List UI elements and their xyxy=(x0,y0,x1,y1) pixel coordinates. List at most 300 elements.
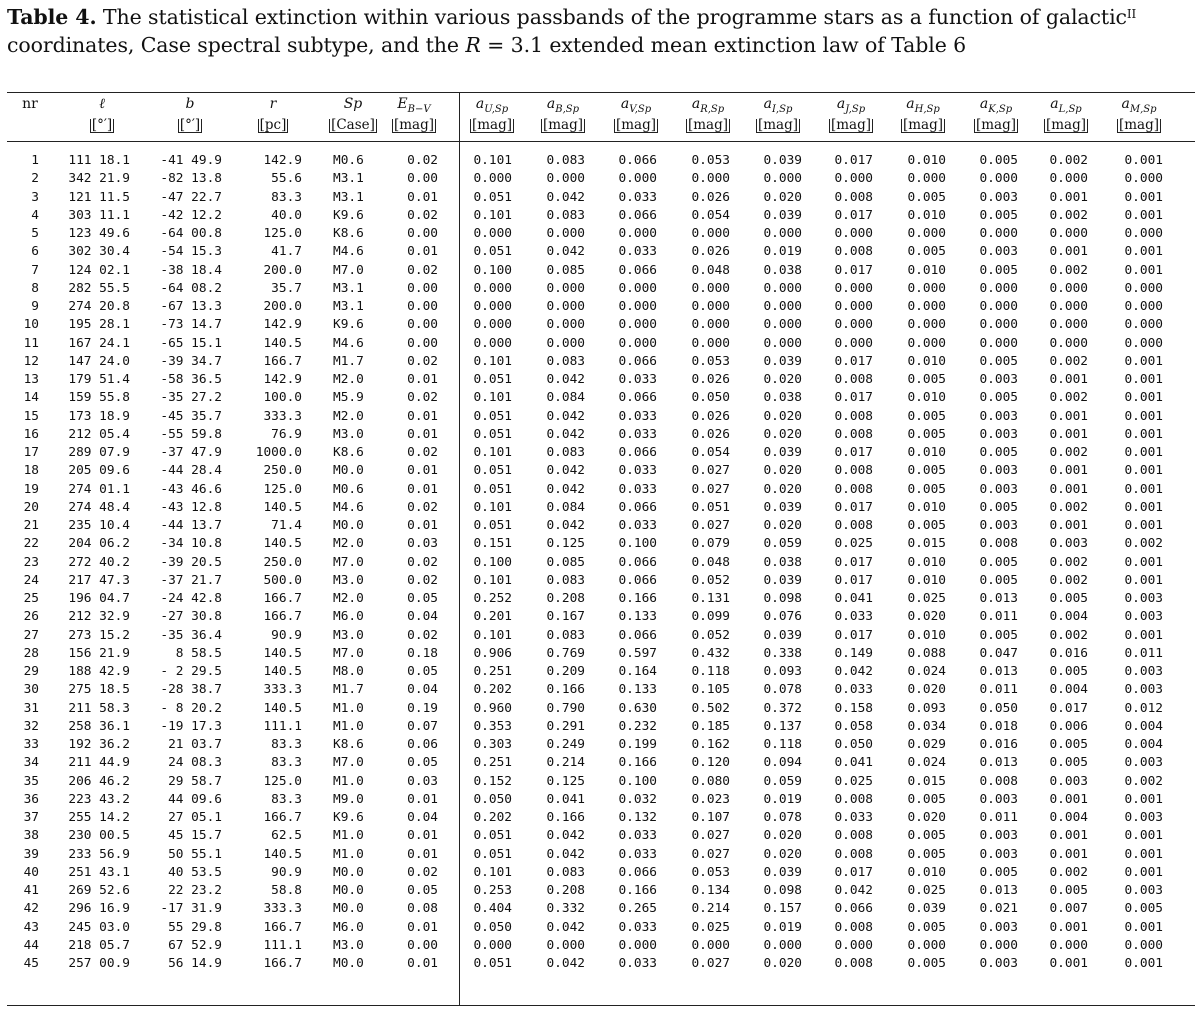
column-header-aL xyxy=(1026,96,1106,115)
table-cell: 0.166 xyxy=(546,682,585,698)
table-cell: 0.131 xyxy=(691,591,730,606)
column-header-aB xyxy=(523,96,603,115)
table-cell: -44 13.7 xyxy=(160,518,222,533)
table-cell: 40.0 xyxy=(271,207,302,223)
table-cell: -17 31.9 xyxy=(160,901,222,917)
table-cell: 0.001 xyxy=(1124,846,1163,862)
table-label: Table 4. xyxy=(7,5,97,29)
table-cell: 0.050 xyxy=(691,390,730,406)
table-cell: 0.020 xyxy=(763,463,802,479)
unit-text: [mag] xyxy=(471,117,513,133)
row-number: 33 xyxy=(23,737,39,752)
unit-text: [°′] xyxy=(91,117,113,133)
table-cell: 142.9 xyxy=(263,372,302,387)
table-cell: 0.02 xyxy=(407,262,438,278)
table-cell: 0.015 xyxy=(907,773,946,789)
table-cell: 0.033 xyxy=(618,956,657,971)
column-subscript: K,Sp xyxy=(988,104,1013,115)
row-number: 20 xyxy=(23,499,39,515)
table-cell: 0.166 xyxy=(618,591,657,606)
table-cell: 0.004 xyxy=(1124,718,1163,734)
table-cell: 255 14.2 xyxy=(68,810,130,825)
table-cell: 67 52.9 xyxy=(168,937,222,953)
table-cell: 0.008 xyxy=(834,481,873,497)
table-cell: 0.000 xyxy=(834,937,873,953)
table-cell: 0.001 xyxy=(1049,463,1088,479)
table-cell: 0.039 xyxy=(763,864,802,880)
table-cell: 0.024 xyxy=(907,664,946,679)
table-cell: 0.093 xyxy=(763,664,802,679)
table-cell: 0.005 xyxy=(907,846,946,862)
table-cell: 0.098 xyxy=(763,591,802,606)
table-cell: 0.033 xyxy=(618,919,657,935)
table-cell: 0.291 xyxy=(546,718,585,734)
table-cell: 0.100 xyxy=(473,554,512,570)
table-cell: 83.3 xyxy=(271,791,302,807)
table-cell: 274 01.1 xyxy=(68,481,130,497)
table-cell: 90.9 xyxy=(271,627,302,643)
table-cell: 0.003 xyxy=(1124,682,1163,698)
table-cell: 140.5 xyxy=(263,499,302,515)
table-cell: 0.051 xyxy=(473,408,512,424)
column-unit xyxy=(1099,117,1179,133)
table-cell: 0.166 xyxy=(618,755,657,771)
table-cell: 0.000 xyxy=(546,226,585,241)
table-cell: 166.7 xyxy=(263,956,302,971)
table-cell: 0.016 xyxy=(1049,645,1088,661)
table-cell: M2.0 xyxy=(333,591,364,606)
table-cell: 0.010 xyxy=(907,499,946,515)
table-cell: 0.003 xyxy=(979,481,1018,497)
table-cell: 0.000 xyxy=(691,226,730,241)
table-cell: 0.000 xyxy=(546,171,585,187)
table-cell: 140.5 xyxy=(263,645,302,661)
table-cell: -37 21.7 xyxy=(160,572,222,588)
table-cell: 0.19 xyxy=(407,700,438,716)
table-cell: 0.023 xyxy=(691,791,730,807)
table-cell: 0.033 xyxy=(618,426,657,442)
table-cell: 0.002 xyxy=(1049,864,1088,880)
table-cell: 0.404 xyxy=(473,901,512,917)
table-cell: 0.017 xyxy=(834,207,873,223)
table-cell: 0.002 xyxy=(1049,262,1088,278)
table-cell: 0.125 xyxy=(546,536,585,552)
table-cell: 0.050 xyxy=(834,737,873,752)
table-cell: 0.066 xyxy=(618,572,657,588)
table-cell: M0.0 xyxy=(333,864,364,880)
table-cell: 0.015 xyxy=(907,536,946,552)
column-header-nr xyxy=(0,96,70,112)
row-number: 41 xyxy=(23,883,39,898)
table-cell: 0.02 xyxy=(407,864,438,880)
table-cell: 0.000 xyxy=(546,317,585,333)
table-cell: 0.003 xyxy=(979,372,1018,387)
table-cell: 235 10.4 xyxy=(68,518,130,533)
table-cell: 0.003 xyxy=(979,846,1018,862)
table-cell: 0.001 xyxy=(1124,390,1163,406)
table-cell: 0.066 xyxy=(618,153,657,168)
table-cell: 0.000 xyxy=(618,317,657,333)
table-cell: 0.003 xyxy=(979,518,1018,533)
table-cell: 217 47.3 xyxy=(68,572,130,588)
table-cell: 0.003 xyxy=(1124,591,1163,606)
table-bottom-rule xyxy=(7,1005,1195,1006)
table-cell: 0.066 xyxy=(618,262,657,278)
row-number: 4 xyxy=(31,207,39,223)
table-cell: 0.042 xyxy=(546,846,585,862)
table-cell: M0.0 xyxy=(333,956,364,971)
table-cell: 233 56.9 xyxy=(68,846,130,862)
table-cell: 0.001 xyxy=(1124,463,1163,479)
row-number: 37 xyxy=(23,810,39,825)
table-cell: 0.010 xyxy=(907,207,946,223)
table-cell: 302 30.4 xyxy=(68,244,130,260)
table-cell: 0.094 xyxy=(763,755,802,771)
table-cell: 0.000 xyxy=(691,317,730,333)
table-cell: 0.008 xyxy=(834,518,873,533)
table-cell: 0.00 xyxy=(407,937,438,953)
table-cell: 0.000 xyxy=(618,335,657,351)
table-cell: 0.008 xyxy=(834,426,873,442)
table-cell: 0.017 xyxy=(834,445,873,460)
table-cell: 0.004 xyxy=(1049,609,1088,625)
table-cell: 0.020 xyxy=(763,426,802,442)
table-cell: 0.025 xyxy=(907,591,946,606)
table-cell: 140.5 xyxy=(263,846,302,862)
table-cell: M1.7 xyxy=(333,353,364,369)
table-cell: 0.059 xyxy=(763,773,802,789)
table-cell: M0.0 xyxy=(333,883,364,898)
table-cell: 0.03 xyxy=(407,773,438,789)
table-cell: 0.253 xyxy=(473,883,512,898)
table-cell: 0.051 xyxy=(473,426,512,442)
table-cell: 0.000 xyxy=(618,299,657,314)
table-cell: 0.003 xyxy=(1124,609,1163,625)
table-cell: 205 09.6 xyxy=(68,463,130,479)
table-cell: -82 13.8 xyxy=(160,171,222,187)
table-cell: 0.088 xyxy=(907,645,946,661)
table-cell: M4.6 xyxy=(333,499,364,515)
table-cell: 0.02 xyxy=(407,390,438,406)
table-cell: 0.017 xyxy=(834,390,873,406)
table-cell: 0.214 xyxy=(546,755,585,771)
table-cell: 212 05.4 xyxy=(68,426,130,442)
table-cell: 0.232 xyxy=(618,718,657,734)
table-cell: K9.6 xyxy=(333,207,364,223)
table-cell: 159 55.8 xyxy=(68,390,130,406)
table-cell: 0.042 xyxy=(834,664,873,679)
table-cell: 0.101 xyxy=(473,207,512,223)
table-cell: 0.02 xyxy=(407,554,438,570)
table-cell: M1.7 xyxy=(333,682,364,698)
table-cell: 0.000 xyxy=(834,317,873,333)
header-bottom-rule xyxy=(7,141,1195,142)
table-cell: 0.047 xyxy=(979,645,1018,661)
table-cell: 0.008 xyxy=(834,244,873,260)
row-number: 30 xyxy=(23,682,39,698)
row-number: 25 xyxy=(23,591,39,606)
table-cell: -43 12.8 xyxy=(160,499,222,515)
table-cell: 0.008 xyxy=(834,189,873,205)
table-cell: 0.005 xyxy=(979,864,1018,880)
table-cell: 0.042 xyxy=(546,463,585,479)
table-cell: 166.7 xyxy=(263,609,302,625)
table-cell: M1.0 xyxy=(333,773,364,789)
table-cell: 0.052 xyxy=(691,572,730,588)
table-cell: 83.3 xyxy=(271,755,302,771)
table-cell: 0.000 xyxy=(979,280,1018,296)
unit-text: [mag] xyxy=(393,117,435,133)
table-cell: K9.6 xyxy=(333,317,364,333)
table-cell: 0.118 xyxy=(763,737,802,752)
column-subscript: M,Sp xyxy=(1129,104,1157,115)
table-cell: 0.027 xyxy=(691,463,730,479)
table-cell: 0.000 xyxy=(1049,317,1088,333)
table-cell: 0.000 xyxy=(1049,171,1088,187)
table-cell: 0.353 xyxy=(473,718,512,734)
table-cell: 0.005 xyxy=(979,572,1018,588)
table-cell: 0.038 xyxy=(763,390,802,406)
table-cell: 0.017 xyxy=(834,864,873,880)
table-cell: 0.008 xyxy=(834,463,873,479)
table-cell: 0.017 xyxy=(834,262,873,278)
table-cell: 0.01 xyxy=(407,919,438,935)
table-cell: 125.0 xyxy=(263,773,302,789)
table-cell: 0.003 xyxy=(1124,755,1163,771)
table-cell: 0.010 xyxy=(907,153,946,168)
column-header-l xyxy=(62,96,142,113)
table-cell: M2.0 xyxy=(333,536,364,552)
table-cell: 0.019 xyxy=(763,244,802,260)
table-cell: 0.003 xyxy=(979,791,1018,807)
table-cell: 500.0 xyxy=(263,572,302,588)
table-cell: 0.005 xyxy=(907,189,946,205)
table-cell: M0.0 xyxy=(333,901,364,917)
table-cell: 282 55.5 xyxy=(68,280,130,296)
table-cell: 0.000 xyxy=(473,335,512,351)
table-cell: M0.6 xyxy=(333,481,364,497)
table-cell: 333.3 xyxy=(263,682,302,698)
table-cell: 0.01 xyxy=(407,956,438,971)
table-cell: 40 53.5 xyxy=(168,864,222,880)
table-cell: 166.7 xyxy=(263,810,302,825)
table-cell: 0.083 xyxy=(546,353,585,369)
table-cell: 0.033 xyxy=(618,846,657,862)
table-cell: -65 15.1 xyxy=(160,335,222,351)
table-cell: 0.050 xyxy=(979,700,1018,716)
table-cell: M4.6 xyxy=(333,244,364,260)
table-cell: 0.042 xyxy=(546,408,585,424)
table-cell: 0.051 xyxy=(473,956,512,971)
table-cell: 0.001 xyxy=(1124,353,1163,369)
table-cell: 0.100 xyxy=(618,773,657,789)
table-cell: 0.042 xyxy=(546,189,585,205)
column-symbol: a xyxy=(546,96,556,112)
table-cell: 0.000 xyxy=(763,299,802,314)
table-cell: 0.053 xyxy=(691,153,730,168)
table-cell: 0.033 xyxy=(834,609,873,625)
table-cell: 0.01 xyxy=(407,372,438,387)
table-cell: -47 22.7 xyxy=(160,189,222,205)
table-cell: 0.051 xyxy=(473,189,512,205)
table-cell: 0.008 xyxy=(834,828,873,844)
table-cell: 0.208 xyxy=(546,883,585,898)
table-cell: 211 58.3 xyxy=(68,700,130,716)
row-number: 6 xyxy=(31,244,39,260)
table-cell: 257 00.9 xyxy=(68,956,130,971)
row-number: 26 xyxy=(23,609,39,625)
table-cell: 27 05.1 xyxy=(168,810,222,825)
table-cell: 24 08.3 xyxy=(168,755,222,771)
table-cell: 0.038 xyxy=(763,262,802,278)
table-cell: 0.051 xyxy=(473,828,512,844)
table-cell: 0.013 xyxy=(979,664,1018,679)
table-cell: 0.000 xyxy=(834,171,873,187)
table-cell: 0.001 xyxy=(1124,627,1163,643)
table-cell: 0.000 xyxy=(834,299,873,314)
unit-text: [mag] xyxy=(975,117,1017,133)
table-cell: 0.033 xyxy=(834,810,873,825)
table-cell: 0.372 xyxy=(763,700,802,716)
table-cell: 0.048 xyxy=(691,262,730,278)
table-cell: 0.000 xyxy=(907,226,946,241)
table-cell: 0.017 xyxy=(834,153,873,168)
table-cell: 0.01 xyxy=(407,481,438,497)
table-cell: 0.066 xyxy=(618,390,657,406)
column-header-aI xyxy=(738,96,818,115)
table-cell: 0.005 xyxy=(1049,755,1088,771)
table-cell: 192 36.2 xyxy=(68,737,130,752)
table-cell: 0.033 xyxy=(618,463,657,479)
table-cell: M3.0 xyxy=(333,627,364,643)
table-cell: 0.137 xyxy=(763,718,802,734)
table-cell: 166.7 xyxy=(263,591,302,606)
column-symbol: b xyxy=(185,96,195,112)
table-cell: M1.0 xyxy=(333,718,364,734)
table-cell: 0.000 xyxy=(1124,226,1163,241)
table-cell: 41.7 xyxy=(271,244,302,260)
table-cell: -55 59.8 xyxy=(160,426,222,442)
table-cell: 0.041 xyxy=(834,591,873,606)
table-cell: 0.003 xyxy=(979,463,1018,479)
table-cell: 0.033 xyxy=(618,372,657,387)
table-cell: 0.001 xyxy=(1049,518,1088,533)
table-cell: 0.098 xyxy=(763,883,802,898)
table-cell: 0.002 xyxy=(1049,572,1088,588)
table-cell: 0.005 xyxy=(907,481,946,497)
table-cell: 0.04 xyxy=(407,810,438,825)
table-cell: 0.005 xyxy=(907,426,946,442)
table-cell: 0.042 xyxy=(834,883,873,898)
table-cell: 0.02 xyxy=(407,153,438,168)
table-cell: 0.020 xyxy=(763,189,802,205)
table-cell: 0.107 xyxy=(691,810,730,825)
table-cell: 0.000 xyxy=(979,937,1018,953)
column-symbol: Sp xyxy=(343,96,363,112)
table-cell: 0.005 xyxy=(1049,591,1088,606)
caption-text-3: = 3.1 extended mean extinction law of Table 6 xyxy=(480,33,967,57)
table-cell: 0.008 xyxy=(979,773,1018,789)
table-cell: 0.000 xyxy=(473,280,512,296)
row-number: 2 xyxy=(31,171,39,187)
table-cell: K8.6 xyxy=(333,737,364,752)
table-cell: M6.0 xyxy=(333,609,364,625)
table-cell: 272 40.2 xyxy=(68,554,130,570)
caption-text-1: The statistical extinction within various passbands of the programme stars as a function of galactic xyxy=(96,5,1127,29)
column-subscript: B,Sp xyxy=(555,104,580,115)
table-cell: 0.008 xyxy=(834,846,873,862)
row-number: 11 xyxy=(23,335,39,351)
table-cell: 0.001 xyxy=(1124,189,1163,205)
table-cell: 0.020 xyxy=(763,408,802,424)
table-cell: 22 23.2 xyxy=(168,883,222,898)
table-cell: M5.9 xyxy=(333,390,364,406)
table-cell: 0.597 xyxy=(618,645,657,661)
table-cell: 0.000 xyxy=(763,335,802,351)
table-cell: 0.01 xyxy=(407,408,438,424)
table-cell: 0.027 xyxy=(691,481,730,497)
table-cell: -28 38.7 xyxy=(160,682,222,698)
table-cell: 0.003 xyxy=(979,426,1018,442)
table-cell: 0.004 xyxy=(1124,737,1163,752)
table-cell: 0.011 xyxy=(979,810,1018,825)
table-cell: 0.05 xyxy=(407,883,438,898)
table-cell: 0.010 xyxy=(907,390,946,406)
table-cell: 0.001 xyxy=(1124,791,1163,807)
table-cell: 0.125 xyxy=(546,773,585,789)
column-symbol: a xyxy=(475,96,485,112)
table-cell: 45 15.7 xyxy=(168,828,222,844)
column-subscript: H,Sp xyxy=(914,104,940,115)
table-cell: 218 05.7 xyxy=(68,937,130,953)
table-cell: 0.007 xyxy=(1049,901,1088,917)
table-cell: 0.005 xyxy=(979,445,1018,460)
table-cell: 0.00 xyxy=(407,317,438,333)
table-cell: 0.03 xyxy=(407,536,438,552)
table-cell: 0.001 xyxy=(1124,864,1163,880)
table-cell: 0.002 xyxy=(1049,153,1088,168)
table-cell: 50 55.1 xyxy=(168,846,222,862)
table-cell: 0.010 xyxy=(907,554,946,570)
table-cell: 0.019 xyxy=(763,791,802,807)
table-cell: 0.000 xyxy=(763,226,802,241)
table-cell: M6.0 xyxy=(333,919,364,935)
table-cell: -42 12.2 xyxy=(160,207,222,223)
table-cell: 0.013 xyxy=(979,883,1018,898)
table-cell: 0.432 xyxy=(691,645,730,661)
row-number: 22 xyxy=(23,536,39,552)
table-cell: 269 52.6 xyxy=(68,883,130,898)
table-cell: 0.020 xyxy=(907,682,946,698)
table-cell: 0.078 xyxy=(763,810,802,825)
table-cell: 0.000 xyxy=(1049,280,1088,296)
column-unit xyxy=(668,117,748,133)
table-cell: 0.079 xyxy=(691,536,730,552)
row-number: 45 xyxy=(23,956,39,971)
table-cell: 0.001 xyxy=(1124,153,1163,168)
table-cell: 0.252 xyxy=(473,591,512,606)
table-cell: 0.027 xyxy=(691,846,730,862)
table-cell: 0.008 xyxy=(979,536,1018,552)
row-number: 9 xyxy=(31,299,39,314)
table-cell: 0.020 xyxy=(763,846,802,862)
table-cell: 0.05 xyxy=(407,591,438,606)
table-cell: 156 21.9 xyxy=(68,645,130,661)
unit-text: [mag] xyxy=(687,117,729,133)
table-cell: 0.000 xyxy=(1049,226,1088,241)
table-cell: 0.039 xyxy=(907,901,946,917)
table-cell: 0.151 xyxy=(473,536,512,552)
